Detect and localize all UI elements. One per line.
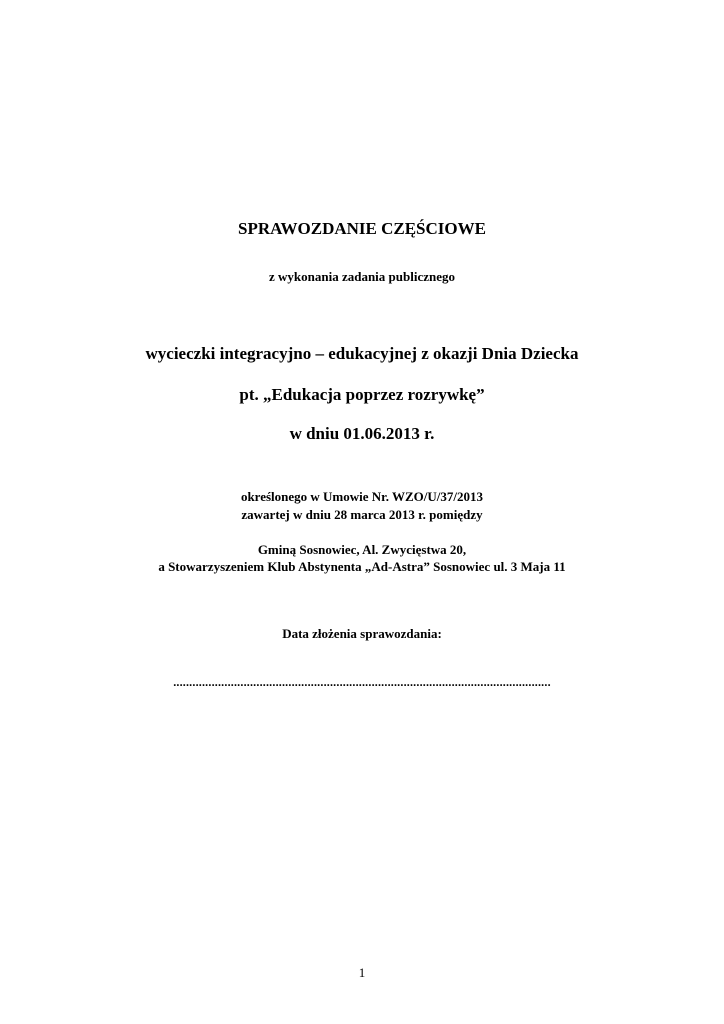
party-line-1: Gminą Sosnowiec, Al. Zwycięstwa 20,: [257, 542, 467, 557]
agreement-line-2: zawartej w dniu 28 marca 2013 r. pomiędzy: [241, 507, 483, 522]
agreement-line-1: określonego w Umowie Nr. WZO/U/37/2013: [240, 489, 484, 504]
submission-date-label: Data złożenia sprawozdania:: [282, 626, 442, 641]
page-number: 1: [358, 965, 366, 980]
task-name: wycieczki integracyjno – edukacyjnej z okazji Dnia Dziecka: [145, 344, 579, 363]
party-line-2: a Stowarzyszeniem Klub Abstynenta „Ad-Astra” Sosnowiec ul. 3 Maja 11: [158, 559, 566, 574]
task-subtitle: pt. „Edukacja poprzez rozrywkę”: [239, 385, 485, 404]
report-subtitle: z wykonania zadania publicznego: [268, 269, 455, 284]
task-date: w dniu 01.06.2013 r.: [289, 424, 435, 443]
report-title: SPRAWOZDANIE CZĘŚCIOWE: [238, 219, 486, 238]
submission-date-blank: ......................................................................................................................: [173, 675, 551, 689]
